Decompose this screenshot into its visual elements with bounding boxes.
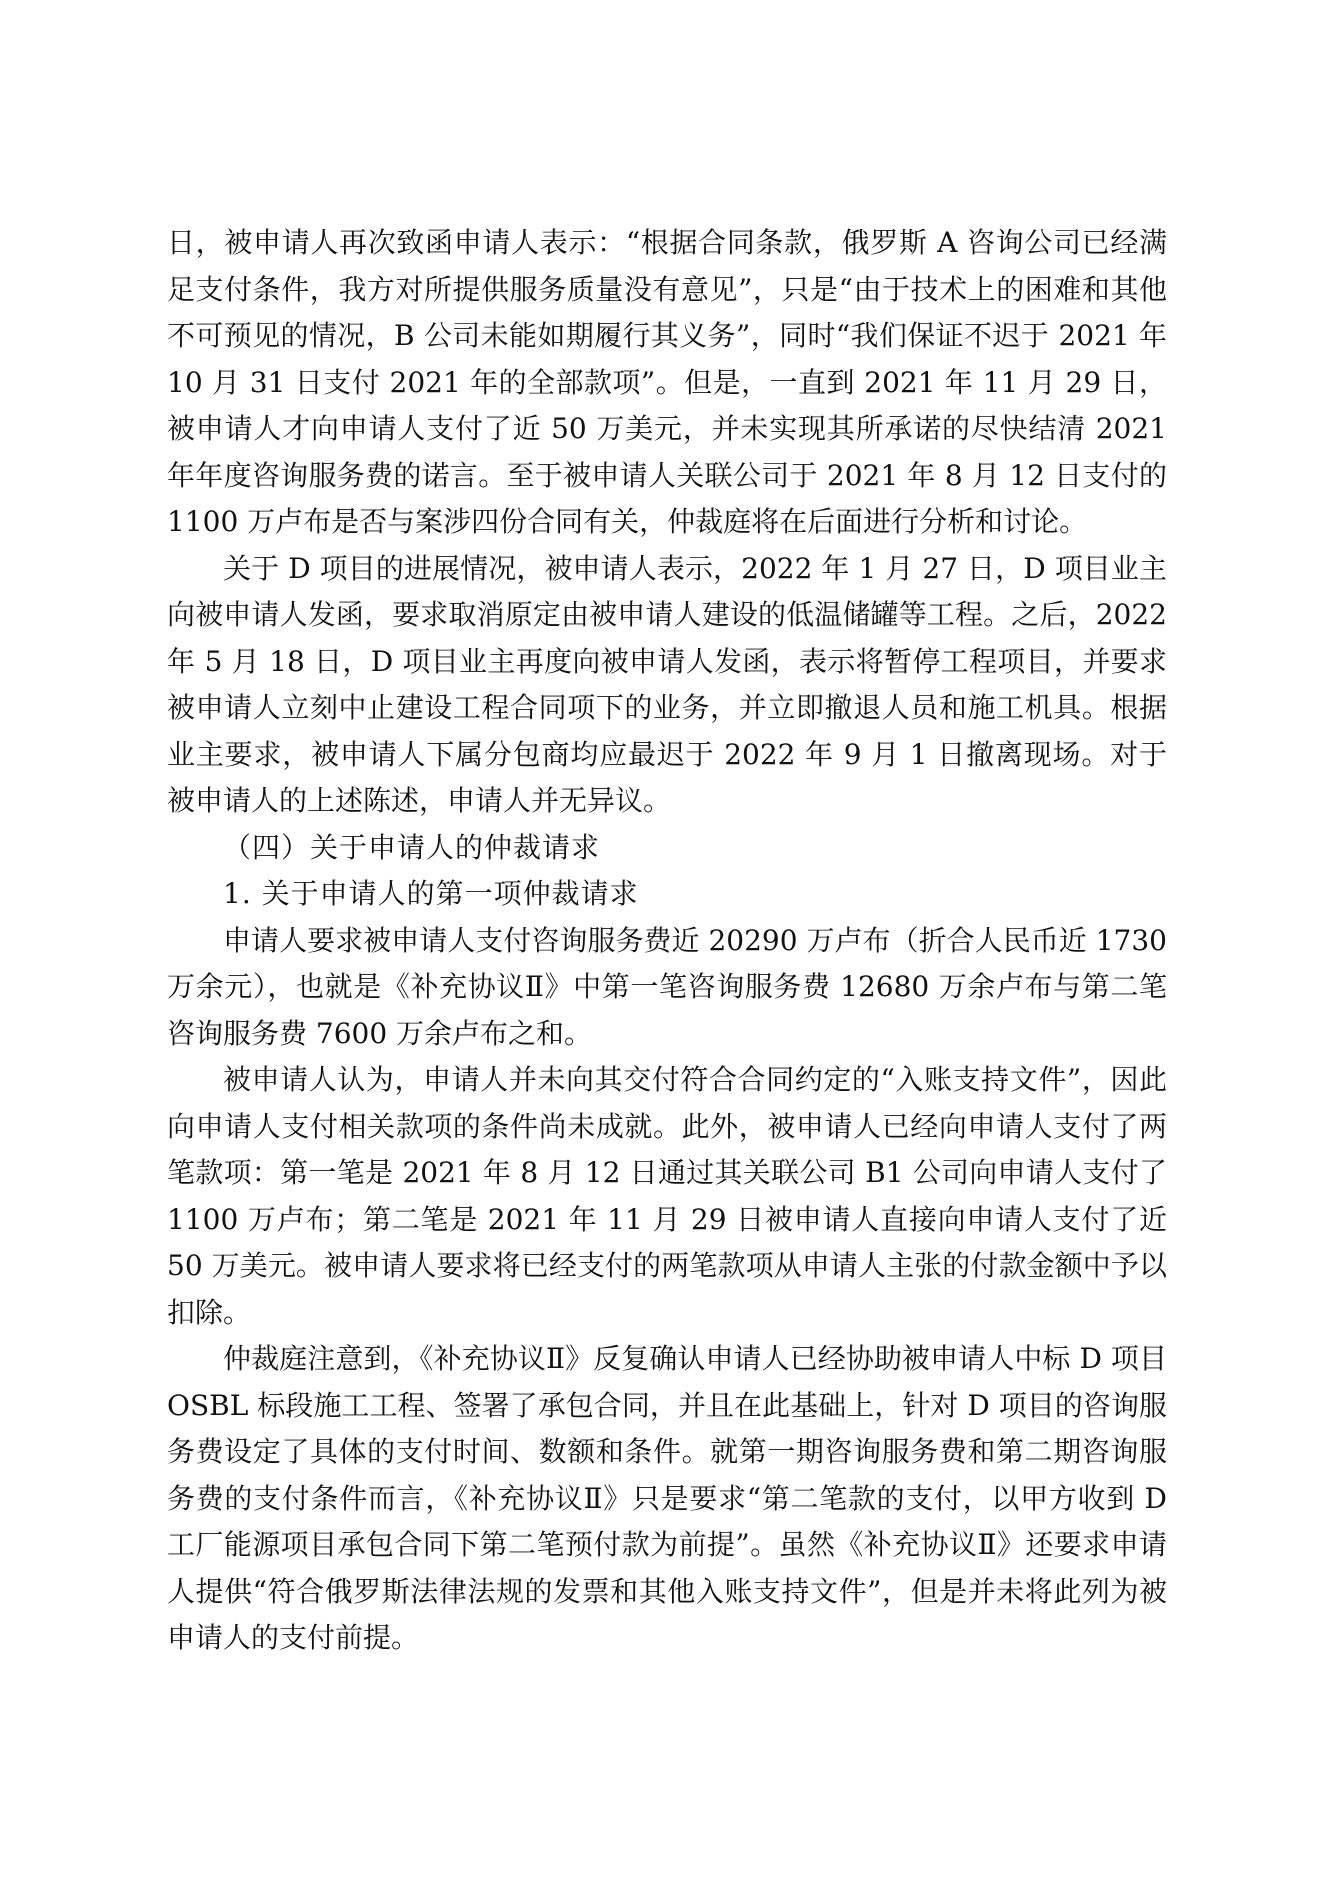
paragraph-claim-amount: 申请人要求被申请人支付咨询服务费近 20290 万卢布（折合人民币近 1730 万余元），也就是《补充协议Ⅱ》中第一笔咨询服务费 12680 万余卢布与第二笔咨询服务费 7600 万余卢布之和。 <box>167 923 1167 1050</box>
paragraph-respondent-position: 被申请人认为，申请人并未向其交付符合合同约定的“入账支持文件”，因此向申请人支付相关款项的条件尚未成就。此外，被申请人已经向申请人支付了两笔款项：第一笔是 2021 年 8 月 12 日通过其关联公司 B1 公司向申请人支付了 1100 万卢布；第二笔是 2021 年 11 月 29 日被申请人直接向申请人支付了近 50 万美元。被申请人要求将已经支付的两笔款项从申请人主张的付款金额中予以扣除。 <box>167 1063 1167 1329</box>
paragraph-tribunal-note: 仲裁庭注意到，《补充协议Ⅱ》反复确认申请人已经协助被申请人中标 D 项目 OSBL 标段施工工程、签署了承包合同，并且在此基础上，针对 D 项目的咨询服务费设定了具体的支付时间、数额和条件。就第一期咨询服务费和第二期咨询服务费的支付条件而言，《补充协议Ⅱ》只是要求“第二笔款的支付，以甲方收到 D 工厂能源项目承包合同下第二笔预付款为前提”。虽然《补充协议Ⅱ》还要求申请人提供“符合俄罗斯法律法规的发票和其他入账支持文件”，但是并未将此列为被申请人的支付前提。 <box>167 1342 1167 1654</box>
paragraph-project-d-progress: 关于 D 项目的进展情况，被申请人表示，2022 年 1 月 27 日，D 项目业主向被申请人发函，要求取消原定由被申请人建设的低温储罐等工程。之后，2022 年 5 月 18 日，D 项目业主再度向被申请人发函，表示将暂停工程项目，并要求被申请人立刻中止建设工程合同项下的业务，并立即撤退人员和施工机具。根据业主要求，被申请人下属分包商均应最迟于 2022 年 9 月 1 日撤离现场。对于被申请人的上述陈述，申请人并无异议。 <box>167 551 1167 817</box>
section-heading: （四）关于申请人的仲裁请求 <box>223 830 601 864</box>
sub-heading: 1. 关于申请人的第一项仲裁请求 <box>223 877 639 910</box>
document-page <box>167 220 1167 1662</box>
paragraph-continued: 日，被申请人再次致函申请人表示：“根据合同条款，俄罗斯 A 咨询公司已经满足支付条件，我方对所提供服务质量没有意见”，只是“由于技术上的困难和其他不可预见的情况，B 公司未能如期履行其义务”，同时“我们保证不迟于 2021 年 10 月 31 日支付 2021 年的全部款项”。但是，一直到 2021 年 11 月 29 日，被申请人才向申请人支付了近 50 万美元，并未实现其所承诺的尽快结清 2021 年年度咨询服务费的诺言。至于被申请人关联公司于 2021 年 8 月 12 日支付的 1100 万卢布是否与案涉四份合同有关，仲裁庭将在后面进行分析和讨论。 <box>167 226 1167 538</box>
